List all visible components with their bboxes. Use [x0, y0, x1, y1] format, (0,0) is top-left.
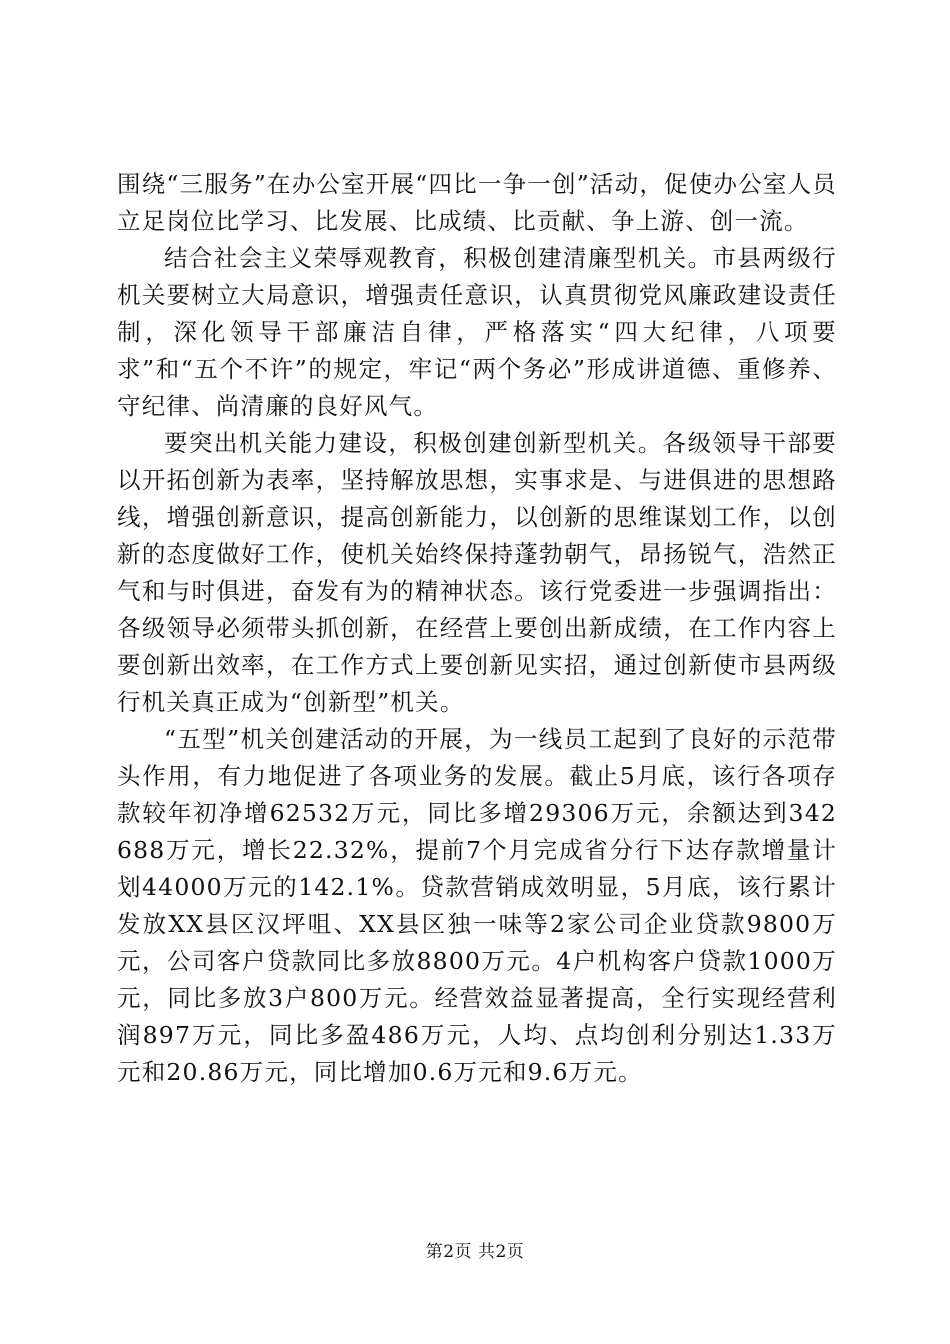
- paragraph-4: “五型”机关创建活动的开展，为一线员工起到了良好的示范带头作用，有力地促进了各项业务的发展。截止5月底，该行各项存款较年初净增62532万元，同比多增29306万元，余额达到342688万元，增长22.32%，提前7个月完成省分行下达存款增量计划44000万元的142.1%。贷款营销成效明显，5月底，该行累计发放XX县区汉坪咀、XX县区独一味等2家公司企业贷款9800万元，公司客户贷款同比多放8800万元。4户机构客户贷款1000万元，同比多放3户800万元。经营效益显著提高，全行实现经营利润897万元，同比多盈486万元，人均、点均创利分别达1.33万元和20.86万元，同比增加0.6万元和9.6万元。: [117, 725, 837, 1086]
- paragraph-2: 结合社会主义荣辱观教育，积极创建清廉型机关。市县两级行机关要树立大局意识，增强责任意识，认真贯彻党风廉政建设责任制，深化领导干部廉洁自律，严格落实“四大纪律，八项要求”和“五个不许”的规定，牢记“两个务必”形成讲道德、重修养、守纪律、尚清廉的良好风气。: [117, 244, 837, 420]
- page-footer: 第2页 共2页: [425, 1242, 525, 1262]
- document-body: [117, 166, 837, 1091]
- paragraph-3: 要突出机关能力建设，积极创建创新型机关。各级领导干部要以开拓创新为表率，坚持解放思想，实事求是、与进俱进的思想路线，增强创新意识，提高创新能力，以创新的思维谋划工作，以创新的态度做好工作，使机关始终保持蓬勃朝气，昂扬锐气，浩然正气和与时俱进，奋发有为的精神状态。该行党委进一步强调指出：各级领导必须带头抓创新，在经营上要创出新成绩，在工作内容上要创新出效率，在工作方式上要创新见实招，通过创新使市县两级行机关真正成为“创新型”机关。: [117, 429, 837, 716]
- paragraph-1: 围绕“三服务”在办公室开展“四比一争一创”活动，促使办公室人员立足岗位比学习、比发展、比成绩、比贡献、争上游、创一流。: [117, 170, 837, 235]
